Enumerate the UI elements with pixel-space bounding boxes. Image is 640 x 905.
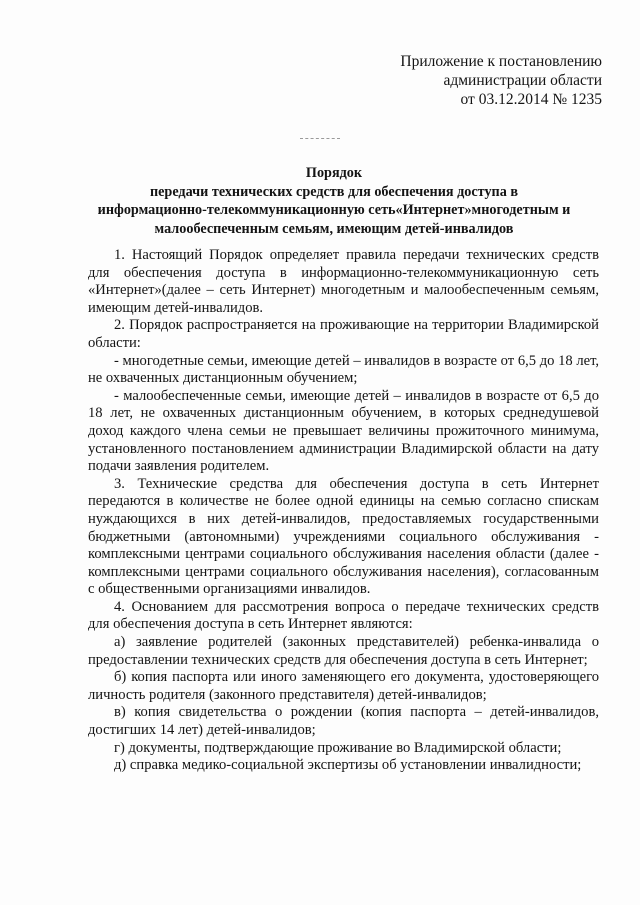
document-title [70, 164, 598, 238]
paragraph-3: 3. Технические средства для обеспечения доступа в сеть Интернет передаются в количестве не более одной единицы на семью согласно спискам нуждающихся в них детей-инвалидов, предоставляемых государственными бюджетными (автономными) учреждениями социального обслуживания - комплексными центрами социального обслуживания населения области (далее - комплексными центрами социального обслуживания населения), согласованным с общественными организациями инвалидов. [88, 475, 599, 598]
title-line-2: передачи технических средств для обеспечения доступа в [149, 183, 519, 200]
appendix-line-2: администрации области [443, 72, 602, 89]
separator-line [300, 138, 340, 140]
paragraph-4-item-a: а) заявление родителей (законных представителей) ребенка-инвалида о предоставлении технических средств для обеспечения доступа в сеть Интернет; [88, 634, 599, 668]
paragraph-1: 1. Настоящий Порядок определяет правила передачи технических средств для обеспечения доступа в информационно-телекоммуникационную сеть «Интернет»(далее – сеть Интернет) многодетным и малообеспеченным семьям, имеющим детей-инвалидов. [88, 247, 599, 316]
appendix-line-3: от 03.12.2014 № 1235 [460, 91, 602, 108]
paragraph-2-item-2: - малообеспеченные семьи, имеющие детей – инвалидов в возрасте от 6,5 до 18 лет, не охваченных дистанционным обучением, в которых среднедушевой доход каждого члена семьи не превышает величины прожиточного минимума, установленного постановлением администрации Владимирской области на дату подачи заявления родителем. [88, 387, 599, 475]
title-line-1: Порядок [305, 165, 363, 181]
paragraph-4: 4. Основанием для рассмотрения вопроса о передаче технических средств для обеспечения доступа в сеть Интернет являются: [88, 598, 599, 633]
appendix-header [302, 52, 602, 109]
title-line-3: информационно-телекоммуникационную сеть«Интернет»многодетным и [97, 202, 571, 218]
title-line-4: малообеспеченным семьям, имеющим детей-инвалидов [154, 220, 514, 237]
paragraph-4-item-b: б) копия паспорта или иного заменяющего его документа, удостоверяющего личность родителя (законного представителя) детей-инвалидов; [88, 669, 599, 703]
document-body [88, 247, 599, 775]
appendix-line-1: Приложение к постановлению [400, 53, 602, 70]
paragraph-4-item-d: д) справка медико-социальной экспертизы об установлении инвалидности; [114, 757, 582, 774]
paragraph-2: 2. Порядок распространяется на проживающие на территории Владимирской области: [88, 317, 599, 351]
paragraph-4-item-g: г) документы, подтверждающие проживание во Владимирской области; [114, 739, 562, 756]
paragraph-2-item-1: - многодетные семьи, имеющие детей – инвалидов в возрасте от 6,5 до 18 лет, не охваченных дистанционным обучением; [88, 352, 600, 387]
paragraph-4-item-v: в) копия свидетельства о рождении (копия паспорта – детей-инвалидов, достигших 14 лет) детей-инвалидов; [88, 704, 599, 739]
